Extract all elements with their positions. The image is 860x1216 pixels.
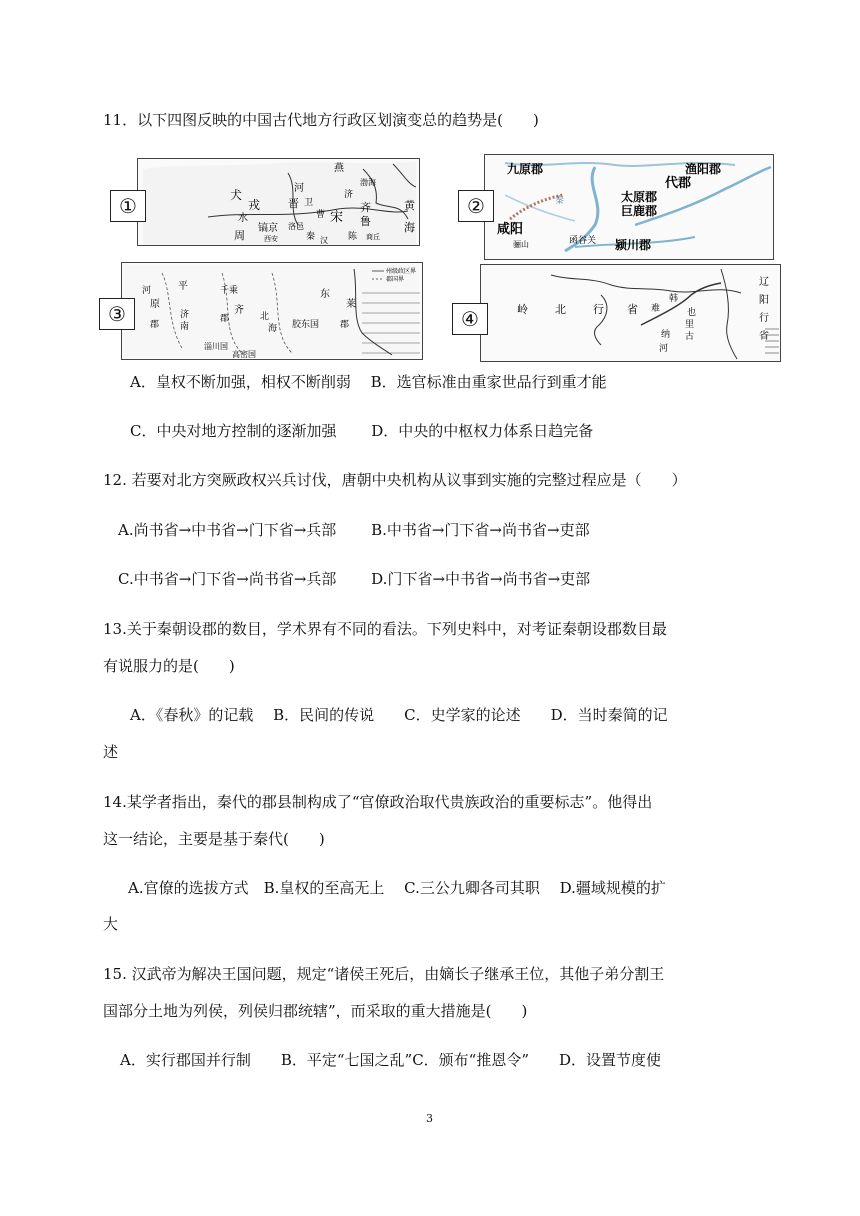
map1-label: 鲁 — [360, 215, 371, 228]
map3-label: 胶东国 — [292, 320, 320, 330]
map1-label: 河 — [294, 183, 304, 194]
q13-option-line: 述 — [103, 743, 119, 761]
map4-label: 河 — [659, 344, 669, 354]
map1-label: 西安 — [264, 235, 278, 243]
map3-label: 莱 — [346, 299, 356, 310]
map1-label: 镐京 — [258, 223, 278, 234]
map2-label: 代郡 — [665, 176, 692, 191]
q11-stem: 11．以下四图反映的中国古代地方行政区划演变总的趋势是( ) — [103, 111, 539, 129]
map1-label: 燕 — [334, 163, 344, 174]
map1-label: 陈 — [348, 232, 358, 242]
map1-label: 秦 — [306, 232, 316, 242]
map4-label: 岭 — [517, 303, 528, 316]
map3-label: 淄川国 — [204, 342, 228, 351]
map1-label: 渤海 — [360, 178, 376, 187]
map3-label: 齐 — [234, 305, 244, 316]
map3-tag: ③ — [99, 298, 135, 330]
q11-option-line: C．中央对地方控制的逐渐加强 D．中央的中枢权力体系日趋完备 — [130, 422, 594, 440]
map1-label: 曹 — [316, 210, 326, 220]
q14-stem: 这一结论，主要是基于秦代( ) — [103, 830, 325, 848]
map4-label: 里 — [685, 320, 695, 330]
q14-option-line: 大 — [103, 915, 119, 933]
map3-label: 郡 — [150, 320, 160, 330]
q12-option-line: C.中书省→门下省→尚书省→兵部 D.门下省→中书省→尚书省→吏部 — [118, 570, 591, 588]
q14-option-line: A.官僚的选拔方式 B.皇权的至高无上 C.三公九卿各司其职 D.疆域规模的扩 — [128, 879, 666, 897]
map1-label: 黄 — [404, 199, 415, 212]
map3-label: 千乘 — [220, 286, 239, 296]
map1-label: 洛邑 — [288, 222, 304, 231]
q13-stem: 13.关于秦朝设郡的数目，学术界有不同的看法。下列史料中，对考证秦朝设郡数目最 — [103, 620, 667, 638]
map1-label: 犬 — [230, 188, 243, 202]
map1-label: 汉 — [320, 236, 328, 245]
map2-label: 巨鹿郡 — [621, 204, 658, 218]
map4-label: 阳 — [759, 295, 769, 306]
q14-stem: 14.某学者指出，秦代的郡县制构成了“官僚政治取代贵族政治的重要标志”。他得出 — [103, 793, 653, 811]
map4-label: 纳 — [661, 330, 671, 340]
page-number: 3 — [426, 1112, 433, 1125]
map4-label: 辽 — [759, 277, 769, 288]
map2-label: 颍川郡 — [615, 238, 652, 252]
map4-label: 难 — [651, 304, 661, 314]
map1-label: 水 — [238, 213, 248, 224]
map1-label: 宋 — [330, 210, 344, 225]
map2-label: 函谷关 — [569, 236, 597, 246]
map1-label: 济 — [344, 190, 354, 200]
map3-legend: 州级政区界 — [386, 268, 417, 275]
map3-label: 原 — [150, 299, 160, 310]
map4-label: 行 — [593, 303, 604, 316]
map4-label: 省 — [759, 331, 769, 342]
q11-option-line: A．皇权不断加强，相权不断削弱 B．选官标准由重家世品行到重才能 — [130, 373, 607, 391]
map3-legend: 郡国界 — [386, 276, 405, 283]
map4-label: 韩 — [669, 294, 679, 304]
q12-option-line: A.尚书省→中书省→门下省→兵部 B.中书省→门下省→尚书省→吏部 — [118, 521, 590, 539]
map3-label: 平 — [178, 281, 188, 292]
q15-option-line: A．实行郡国并行制 B．平定“七国之乱”C．颁布“推恩令” D．设置节度使 — [120, 1051, 662, 1069]
map-qin-commanderies — [484, 154, 774, 260]
map2-label: 九原郡 — [507, 162, 544, 176]
map3-label: 海 — [268, 324, 278, 334]
map1-label: 海 — [404, 221, 415, 234]
q13-option-line: A．《春秋》的记载 B．民间的传说 C．史学家的论述 D．当时秦简的记 — [130, 706, 668, 724]
map2-label: 咸阳 — [497, 222, 524, 237]
map2-label: 太原郡 — [621, 190, 658, 204]
map2-label: 渔阳郡 — [685, 162, 722, 176]
map2-tag: ② — [458, 190, 494, 222]
q15-stem: 15. 汉武帝为解决王国问题，规定“诸侯王死后，由嫡长子继承王位，其他子弟分割王 — [103, 965, 665, 983]
map3-label: 高密国 — [232, 350, 256, 359]
q13-stem: 有说服力的是( ) — [103, 657, 235, 675]
map1-label: 戎 — [248, 198, 261, 212]
map1-label: 齐 — [360, 201, 371, 214]
map-yuan-provinces — [480, 264, 781, 362]
map3-label: 河 — [142, 286, 152, 296]
map4-label: 行 — [759, 313, 769, 324]
q15-stem: 国部分土地为列侯，列侯归郡统辖”，而采取的重大措施是( ) — [103, 1002, 528, 1020]
map1-label: 周 — [234, 229, 245, 242]
map3-label: 北 — [260, 312, 270, 322]
map-spring-autumn — [137, 158, 420, 246]
map1-label: 商丘 — [366, 233, 380, 241]
map4-label: 省 — [627, 303, 638, 316]
map2-label: 秦 — [555, 196, 565, 206]
map1-label: 卫 — [304, 198, 314, 208]
map3-label: 郡 — [220, 314, 230, 324]
map3-label: 东 — [320, 289, 330, 300]
map4-label: 古 — [685, 332, 695, 342]
map-han-commanderies — [121, 262, 423, 360]
map3-label: 济 — [180, 310, 190, 320]
map1-tag: ① — [110, 190, 146, 222]
map3-label: 郡 — [340, 320, 350, 330]
map3-label: 南 — [180, 322, 190, 332]
map4-label: 也 — [687, 308, 697, 318]
map4-label: 北 — [555, 303, 566, 316]
q12-stem: 12. 若要对北方突厥政权兴兵讨伐，唐朝中央机构从议事到实施的完整过程应是（ ） — [103, 471, 687, 489]
map1-label: 晋 — [288, 197, 299, 210]
map2-label: 骊山 — [513, 240, 529, 249]
map4-tag: ④ — [452, 303, 488, 335]
